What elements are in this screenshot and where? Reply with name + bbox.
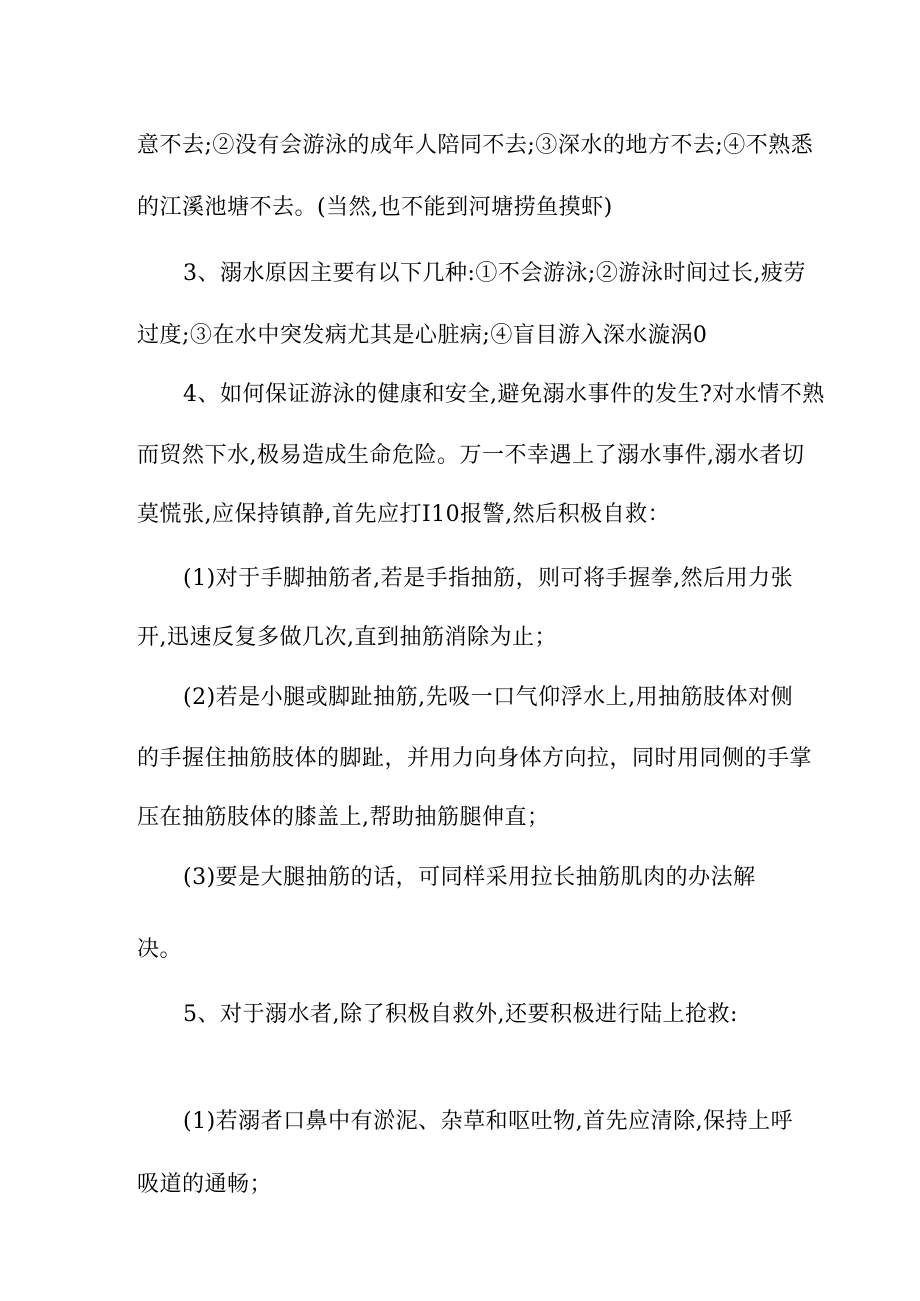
text-line: 开,迅速反复多做几次,直到抽筋消除为止； <box>137 625 557 650</box>
text-line: 3、溺水原因主要有以下几种:①不会游泳;②游泳时间过长,疲劳 <box>183 261 806 286</box>
text-line: 吸道的通畅； <box>137 1172 273 1197</box>
text-line: 5、对于溺水者,除了积极自救外,还要积极进行陆上抢救: <box>183 1002 738 1027</box>
text-line: 决。 <box>137 937 183 962</box>
text-line: (1)若溺者口鼻中有淤泥、杂草和呕吐物,首先应清除,保持上呼 <box>183 1109 794 1134</box>
text-line: 4、如何保证游泳的健康和安全,避免溺水事件的发生?对水情不熟 <box>183 382 825 407</box>
text-line: 意不去;②没有会游泳的成年人陪同不去;③深水的地方不去;④不熟悉 <box>137 133 814 158</box>
text-line: 莫慌张,应保持镇静,首先应打I10报警,然后积极自救： <box>137 502 671 527</box>
text-line: (1)对于手脚抽筋者,若是手指抽筋，则可将手握拳,然后用力张 <box>183 566 794 591</box>
text-line: (2)若是小腿或脚趾抽筋,先吸一口气仰浮水上,用抽筋肢体对侧 <box>183 685 794 710</box>
text-line: 过度;③在水中突发病尤其是心脏病;④盲目游入深水漩涡0 <box>137 323 708 348</box>
text-line: 压在抽筋肢体的膝盖上,帮助抽筋腿伸直； <box>137 805 550 830</box>
text-line: 的手握住抽筋肢体的脚趾，并用力向身体方向拉，同时用同侧的手掌 <box>137 746 813 771</box>
text-line: 的江溪池塘不去。(当然,也不能到河塘捞鱼摸虾) <box>137 195 613 220</box>
text-line: (3)要是大腿抽筋的话，可同样采用拉长抽筋肌肉的办法解 <box>183 865 756 890</box>
text-line: 而贸然下水,极易造成生命危险。万一不幸遇上了溺水事件,溺水者切 <box>137 443 805 468</box>
